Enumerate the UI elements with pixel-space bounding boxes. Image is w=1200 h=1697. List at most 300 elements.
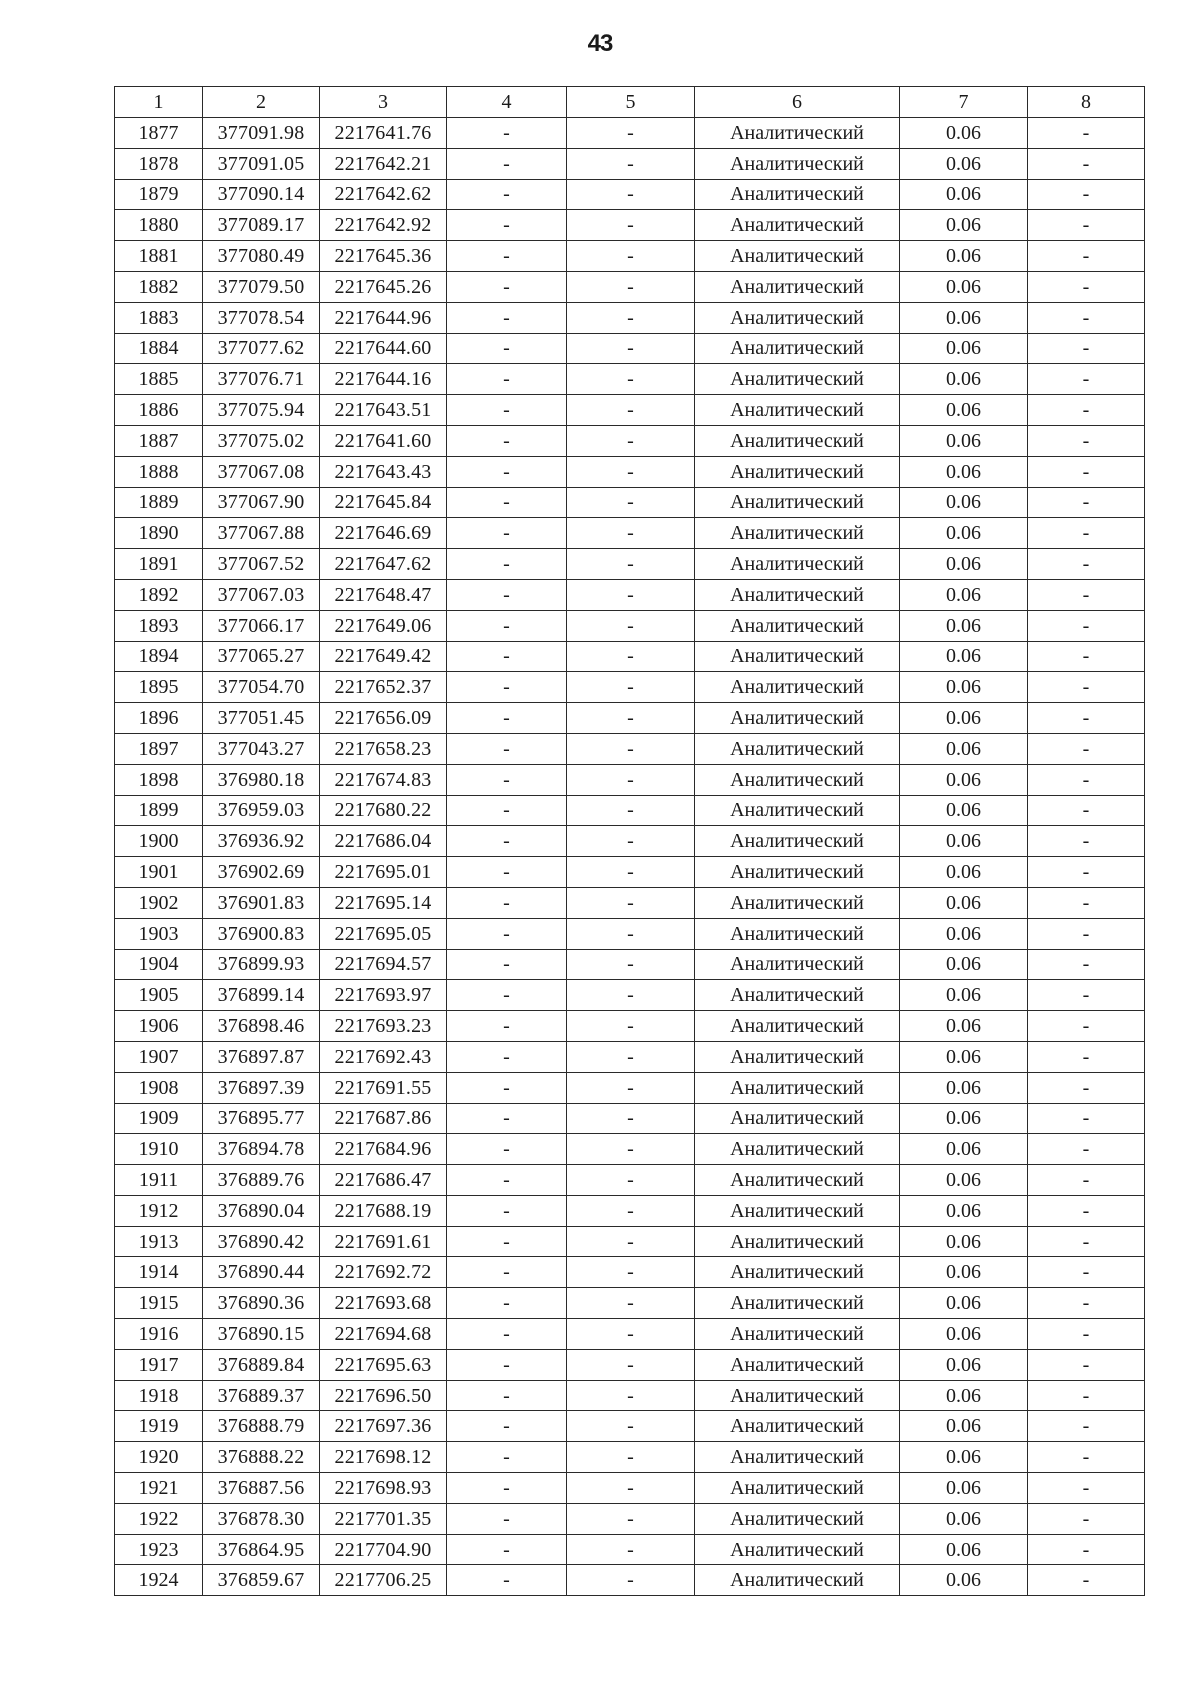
table-row	[115, 1134, 1145, 1165]
accuracy-cell: 0.06	[900, 1534, 1028, 1565]
column-4-cell: -	[447, 518, 567, 549]
column-4-cell: -	[447, 887, 567, 918]
column-4-cell: -	[447, 918, 567, 949]
point-number-cell: 1901	[115, 857, 203, 888]
x-coordinate-cell: 377067.03	[203, 579, 320, 610]
accuracy-cell: 0.06	[900, 271, 1028, 302]
accuracy-cell: 0.06	[900, 1349, 1028, 1380]
y-coordinate-cell: 2217693.97	[320, 980, 447, 1011]
point-number-cell: 1918	[115, 1380, 203, 1411]
point-number-cell: 1894	[115, 641, 203, 672]
method-cell: Аналитический	[695, 1011, 900, 1042]
column-8-cell: -	[1028, 1473, 1145, 1504]
column-8-cell: -	[1028, 395, 1145, 426]
x-coordinate-cell: 376889.84	[203, 1349, 320, 1380]
accuracy-cell: 0.06	[900, 733, 1028, 764]
column-5-cell: -	[567, 826, 695, 857]
column-4-cell: -	[447, 579, 567, 610]
method-cell: Аналитический	[695, 1041, 900, 1072]
column-5-cell: -	[567, 733, 695, 764]
y-coordinate-cell: 2217693.68	[320, 1288, 447, 1319]
column-4-cell: -	[447, 1473, 567, 1504]
column-4-cell: -	[447, 456, 567, 487]
column-5-cell: -	[567, 425, 695, 456]
column-4-cell: -	[447, 1319, 567, 1350]
column-8-cell: -	[1028, 1503, 1145, 1534]
x-coordinate-cell: 376898.46	[203, 1011, 320, 1042]
table-row	[115, 271, 1145, 302]
accuracy-cell: 0.06	[900, 610, 1028, 641]
x-coordinate-cell: 377091.05	[203, 148, 320, 179]
column-5-cell: -	[567, 210, 695, 241]
y-coordinate-cell: 2217652.37	[320, 672, 447, 703]
x-coordinate-cell: 377075.94	[203, 395, 320, 426]
table-body	[115, 118, 1145, 1596]
point-number-cell: 1884	[115, 333, 203, 364]
column-8-cell: -	[1028, 1195, 1145, 1226]
accuracy-cell: 0.06	[900, 826, 1028, 857]
x-coordinate-cell: 377067.90	[203, 487, 320, 518]
y-coordinate-cell: 2217656.09	[320, 703, 447, 734]
point-number-cell: 1905	[115, 980, 203, 1011]
column-8-cell: -	[1028, 1011, 1145, 1042]
column-4-cell: -	[447, 672, 567, 703]
column-4-cell: -	[447, 826, 567, 857]
column-4-cell: -	[447, 549, 567, 580]
accuracy-cell: 0.06	[900, 241, 1028, 272]
table-row	[115, 241, 1145, 272]
point-number-cell: 1880	[115, 210, 203, 241]
column-5-cell: -	[567, 1380, 695, 1411]
point-number-cell: 1908	[115, 1072, 203, 1103]
accuracy-cell: 0.06	[900, 1011, 1028, 1042]
method-cell: Аналитический	[695, 826, 900, 857]
column-8-cell: -	[1028, 795, 1145, 826]
column-4-cell: -	[447, 610, 567, 641]
method-cell: Аналитический	[695, 1473, 900, 1504]
point-number-cell: 1891	[115, 549, 203, 580]
point-number-cell: 1879	[115, 179, 203, 210]
x-coordinate-cell: 376859.67	[203, 1565, 320, 1596]
x-coordinate-cell: 377090.14	[203, 179, 320, 210]
column-8-cell: -	[1028, 1380, 1145, 1411]
x-coordinate-cell: 377078.54	[203, 302, 320, 333]
accuracy-cell: 0.06	[900, 1411, 1028, 1442]
x-coordinate-cell: 376936.92	[203, 826, 320, 857]
column-8-cell: -	[1028, 487, 1145, 518]
method-cell: Аналитический	[695, 302, 900, 333]
column-5-cell: -	[567, 1041, 695, 1072]
x-coordinate-cell: 377091.98	[203, 118, 320, 149]
column-8-cell: -	[1028, 1442, 1145, 1473]
column-8-cell: -	[1028, 118, 1145, 149]
accuracy-cell: 0.06	[900, 795, 1028, 826]
method-cell: Аналитический	[695, 918, 900, 949]
y-coordinate-cell: 2217692.72	[320, 1257, 447, 1288]
column-8-cell: -	[1028, 857, 1145, 888]
point-number-cell: 1887	[115, 425, 203, 456]
x-coordinate-cell: 376888.22	[203, 1442, 320, 1473]
table-row	[115, 1257, 1145, 1288]
x-coordinate-cell: 377079.50	[203, 271, 320, 302]
x-coordinate-cell: 376900.83	[203, 918, 320, 949]
method-cell: Аналитический	[695, 764, 900, 795]
column-header: 8	[1028, 87, 1145, 118]
accuracy-cell: 0.06	[900, 518, 1028, 549]
point-number-cell: 1882	[115, 271, 203, 302]
column-4-cell: -	[447, 148, 567, 179]
x-coordinate-cell: 377080.49	[203, 241, 320, 272]
accuracy-cell: 0.06	[900, 1288, 1028, 1319]
y-coordinate-cell: 2217643.43	[320, 456, 447, 487]
column-5-cell: -	[567, 857, 695, 888]
column-4-cell: -	[447, 241, 567, 272]
table-row	[115, 1565, 1145, 1596]
accuracy-cell: 0.06	[900, 210, 1028, 241]
column-5-cell: -	[567, 795, 695, 826]
column-8-cell: -	[1028, 949, 1145, 980]
column-header: 5	[567, 87, 695, 118]
column-5-cell: -	[567, 1349, 695, 1380]
column-4-cell: -	[447, 179, 567, 210]
column-header: 3	[320, 87, 447, 118]
column-header: 1	[115, 87, 203, 118]
column-5-cell: -	[567, 518, 695, 549]
column-header: 4	[447, 87, 567, 118]
x-coordinate-cell: 377077.62	[203, 333, 320, 364]
x-coordinate-cell: 376894.78	[203, 1134, 320, 1165]
point-number-cell: 1897	[115, 733, 203, 764]
column-8-cell: -	[1028, 1349, 1145, 1380]
column-5-cell: -	[567, 1165, 695, 1196]
table-row	[115, 364, 1145, 395]
accuracy-cell: 0.06	[900, 703, 1028, 734]
table-row	[115, 1473, 1145, 1504]
y-coordinate-cell: 2217688.19	[320, 1195, 447, 1226]
table-row	[115, 1195, 1145, 1226]
column-5-cell: -	[567, 1103, 695, 1134]
accuracy-cell: 0.06	[900, 1257, 1028, 1288]
table-row	[115, 579, 1145, 610]
column-8-cell: -	[1028, 425, 1145, 456]
accuracy-cell: 0.06	[900, 333, 1028, 364]
column-5-cell: -	[567, 302, 695, 333]
x-coordinate-cell: 377067.08	[203, 456, 320, 487]
table-row	[115, 1226, 1145, 1257]
column-8-cell: -	[1028, 1165, 1145, 1196]
column-4-cell: -	[447, 210, 567, 241]
point-number-cell: 1922	[115, 1503, 203, 1534]
y-coordinate-cell: 2217695.14	[320, 887, 447, 918]
column-5-cell: -	[567, 487, 695, 518]
x-coordinate-cell: 376895.77	[203, 1103, 320, 1134]
method-cell: Аналитический	[695, 641, 900, 672]
column-5-cell: -	[567, 271, 695, 302]
point-number-cell: 1885	[115, 364, 203, 395]
table-header-row	[115, 87, 1145, 118]
y-coordinate-cell: 2217644.16	[320, 364, 447, 395]
accuracy-cell: 0.06	[900, 887, 1028, 918]
method-cell: Аналитический	[695, 518, 900, 549]
column-4-cell: -	[447, 949, 567, 980]
column-8-cell: -	[1028, 271, 1145, 302]
accuracy-cell: 0.06	[900, 641, 1028, 672]
point-number-cell: 1903	[115, 918, 203, 949]
column-5-cell: -	[567, 118, 695, 149]
table-row	[115, 1503, 1145, 1534]
y-coordinate-cell: 2217644.96	[320, 302, 447, 333]
column-4-cell: -	[447, 1103, 567, 1134]
column-5-cell: -	[567, 1319, 695, 1350]
y-coordinate-cell: 2217693.23	[320, 1011, 447, 1042]
column-header: 6	[695, 87, 900, 118]
column-5-cell: -	[567, 1226, 695, 1257]
y-coordinate-cell: 2217645.84	[320, 487, 447, 518]
accuracy-cell: 0.06	[900, 918, 1028, 949]
y-coordinate-cell: 2217646.69	[320, 518, 447, 549]
point-number-cell: 1909	[115, 1103, 203, 1134]
table-row	[115, 1103, 1145, 1134]
method-cell: Аналитический	[695, 1165, 900, 1196]
column-4-cell: -	[447, 1165, 567, 1196]
x-coordinate-cell: 376980.18	[203, 764, 320, 795]
point-number-cell: 1921	[115, 1473, 203, 1504]
method-cell: Аналитический	[695, 579, 900, 610]
y-coordinate-cell: 2217706.25	[320, 1565, 447, 1596]
y-coordinate-cell: 2217643.51	[320, 395, 447, 426]
x-coordinate-cell: 377043.27	[203, 733, 320, 764]
accuracy-cell: 0.06	[900, 1226, 1028, 1257]
x-coordinate-cell: 376899.93	[203, 949, 320, 980]
table-row	[115, 179, 1145, 210]
column-8-cell: -	[1028, 179, 1145, 210]
accuracy-cell: 0.06	[900, 487, 1028, 518]
method-cell: Аналитический	[695, 703, 900, 734]
method-cell: Аналитический	[695, 857, 900, 888]
table-row	[115, 1072, 1145, 1103]
accuracy-cell: 0.06	[900, 118, 1028, 149]
column-5-cell: -	[567, 887, 695, 918]
table-row	[115, 1534, 1145, 1565]
table-row	[115, 425, 1145, 456]
accuracy-cell: 0.06	[900, 1565, 1028, 1596]
column-5-cell: -	[567, 179, 695, 210]
table-row	[115, 1380, 1145, 1411]
accuracy-cell: 0.06	[900, 1165, 1028, 1196]
method-cell: Аналитический	[695, 1319, 900, 1350]
accuracy-cell: 0.06	[900, 456, 1028, 487]
table-row	[115, 764, 1145, 795]
x-coordinate-cell: 377051.45	[203, 703, 320, 734]
column-8-cell: -	[1028, 148, 1145, 179]
accuracy-cell: 0.06	[900, 857, 1028, 888]
point-number-cell: 1890	[115, 518, 203, 549]
column-8-cell: -	[1028, 1072, 1145, 1103]
column-5-cell: -	[567, 333, 695, 364]
column-8-cell: -	[1028, 703, 1145, 734]
column-8-cell: -	[1028, 672, 1145, 703]
x-coordinate-cell: 376897.87	[203, 1041, 320, 1072]
column-8-cell: -	[1028, 733, 1145, 764]
point-number-cell: 1915	[115, 1288, 203, 1319]
page-number: 43	[587, 30, 613, 57]
table-row	[115, 395, 1145, 426]
column-8-cell: -	[1028, 549, 1145, 580]
x-coordinate-cell: 376889.76	[203, 1165, 320, 1196]
table-row	[115, 1288, 1145, 1319]
x-coordinate-cell: 376899.14	[203, 980, 320, 1011]
column-4-cell: -	[447, 1226, 567, 1257]
column-5-cell: -	[567, 1411, 695, 1442]
point-number-cell: 1895	[115, 672, 203, 703]
table-row	[115, 1442, 1145, 1473]
point-number-cell: 1889	[115, 487, 203, 518]
method-cell: Аналитический	[695, 549, 900, 580]
method-cell: Аналитический	[695, 1257, 900, 1288]
column-4-cell: -	[447, 795, 567, 826]
column-5-cell: -	[567, 456, 695, 487]
method-cell: Аналитический	[695, 1349, 900, 1380]
point-number-cell: 1914	[115, 1257, 203, 1288]
column-5-cell: -	[567, 918, 695, 949]
point-number-cell: 1883	[115, 302, 203, 333]
column-8-cell: -	[1028, 302, 1145, 333]
column-5-cell: -	[567, 364, 695, 395]
column-4-cell: -	[447, 1257, 567, 1288]
column-5-cell: -	[567, 241, 695, 272]
column-8-cell: -	[1028, 887, 1145, 918]
table-row	[115, 549, 1145, 580]
column-5-cell: -	[567, 1011, 695, 1042]
y-coordinate-cell: 2217684.96	[320, 1134, 447, 1165]
column-8-cell: -	[1028, 1257, 1145, 1288]
y-coordinate-cell: 2217701.35	[320, 1503, 447, 1534]
point-number-cell: 1913	[115, 1226, 203, 1257]
column-8-cell: -	[1028, 1411, 1145, 1442]
y-coordinate-cell: 2217642.62	[320, 179, 447, 210]
method-cell: Аналитический	[695, 733, 900, 764]
x-coordinate-cell: 377067.88	[203, 518, 320, 549]
column-5-cell: -	[567, 672, 695, 703]
column-5-cell: -	[567, 764, 695, 795]
table-row	[115, 1349, 1145, 1380]
column-4-cell: -	[447, 1380, 567, 1411]
y-coordinate-cell: 2217694.68	[320, 1319, 447, 1350]
table-row	[115, 733, 1145, 764]
method-cell: Аналитический	[695, 610, 900, 641]
column-5-cell: -	[567, 949, 695, 980]
column-8-cell: -	[1028, 456, 1145, 487]
y-coordinate-cell: 2217696.50	[320, 1380, 447, 1411]
x-coordinate-cell: 376888.79	[203, 1411, 320, 1442]
column-8-cell: -	[1028, 1041, 1145, 1072]
table-row	[115, 148, 1145, 179]
column-5-cell: -	[567, 1534, 695, 1565]
column-8-cell: -	[1028, 1565, 1145, 1596]
method-cell: Аналитический	[695, 271, 900, 302]
y-coordinate-cell: 2217704.90	[320, 1534, 447, 1565]
column-8-cell: -	[1028, 518, 1145, 549]
table-row	[115, 1011, 1145, 1042]
y-coordinate-cell: 2217695.63	[320, 1349, 447, 1380]
column-4-cell: -	[447, 1041, 567, 1072]
column-5-cell: -	[567, 549, 695, 580]
point-number-cell: 1898	[115, 764, 203, 795]
point-number-cell: 1888	[115, 456, 203, 487]
accuracy-cell: 0.06	[900, 1195, 1028, 1226]
y-coordinate-cell: 2217694.57	[320, 949, 447, 980]
accuracy-cell: 0.06	[900, 1503, 1028, 1534]
method-cell: Аналитический	[695, 887, 900, 918]
column-4-cell: -	[447, 302, 567, 333]
method-cell: Аналитический	[695, 1103, 900, 1134]
column-4-cell: -	[447, 980, 567, 1011]
column-8-cell: -	[1028, 1319, 1145, 1350]
method-cell: Аналитический	[695, 148, 900, 179]
accuracy-cell: 0.06	[900, 1319, 1028, 1350]
column-4-cell: -	[447, 733, 567, 764]
point-number-cell: 1920	[115, 1442, 203, 1473]
y-coordinate-cell: 2217644.60	[320, 333, 447, 364]
point-number-cell: 1924	[115, 1565, 203, 1596]
column-4-cell: -	[447, 1349, 567, 1380]
column-8-cell: -	[1028, 1534, 1145, 1565]
point-number-cell: 1892	[115, 579, 203, 610]
method-cell: Аналитический	[695, 1534, 900, 1565]
method-cell: Аналитический	[695, 1226, 900, 1257]
coordinates-table	[114, 86, 1145, 1596]
y-coordinate-cell: 2217686.04	[320, 826, 447, 857]
y-coordinate-cell: 2217687.86	[320, 1103, 447, 1134]
method-cell: Аналитический	[695, 487, 900, 518]
column-5-cell: -	[567, 1257, 695, 1288]
method-cell: Аналитический	[695, 456, 900, 487]
column-header: 7	[900, 87, 1028, 118]
y-coordinate-cell: 2217692.43	[320, 1041, 447, 1072]
y-coordinate-cell: 2217697.36	[320, 1411, 447, 1442]
column-4-cell: -	[447, 425, 567, 456]
table-row	[115, 1165, 1145, 1196]
y-coordinate-cell: 2217698.93	[320, 1473, 447, 1504]
table-row	[115, 302, 1145, 333]
y-coordinate-cell: 2217686.47	[320, 1165, 447, 1196]
column-8-cell: -	[1028, 764, 1145, 795]
column-5-cell: -	[567, 1195, 695, 1226]
table-row	[115, 918, 1145, 949]
x-coordinate-cell: 376890.15	[203, 1319, 320, 1350]
column-5-cell: -	[567, 1072, 695, 1103]
point-number-cell: 1900	[115, 826, 203, 857]
column-4-cell: -	[447, 1134, 567, 1165]
column-5-cell: -	[567, 1503, 695, 1534]
accuracy-cell: 0.06	[900, 179, 1028, 210]
method-cell: Аналитический	[695, 1380, 900, 1411]
column-4-cell: -	[447, 1288, 567, 1319]
table-row	[115, 1319, 1145, 1350]
point-number-cell: 1902	[115, 887, 203, 918]
method-cell: Аналитический	[695, 1442, 900, 1473]
y-coordinate-cell: 2217642.92	[320, 210, 447, 241]
column-8-cell: -	[1028, 210, 1145, 241]
column-8-cell: -	[1028, 579, 1145, 610]
point-number-cell: 1917	[115, 1349, 203, 1380]
method-cell: Аналитический	[695, 179, 900, 210]
y-coordinate-cell: 2217649.42	[320, 641, 447, 672]
point-number-cell: 1904	[115, 949, 203, 980]
accuracy-cell: 0.06	[900, 148, 1028, 179]
y-coordinate-cell: 2217695.05	[320, 918, 447, 949]
x-coordinate-cell: 376897.39	[203, 1072, 320, 1103]
